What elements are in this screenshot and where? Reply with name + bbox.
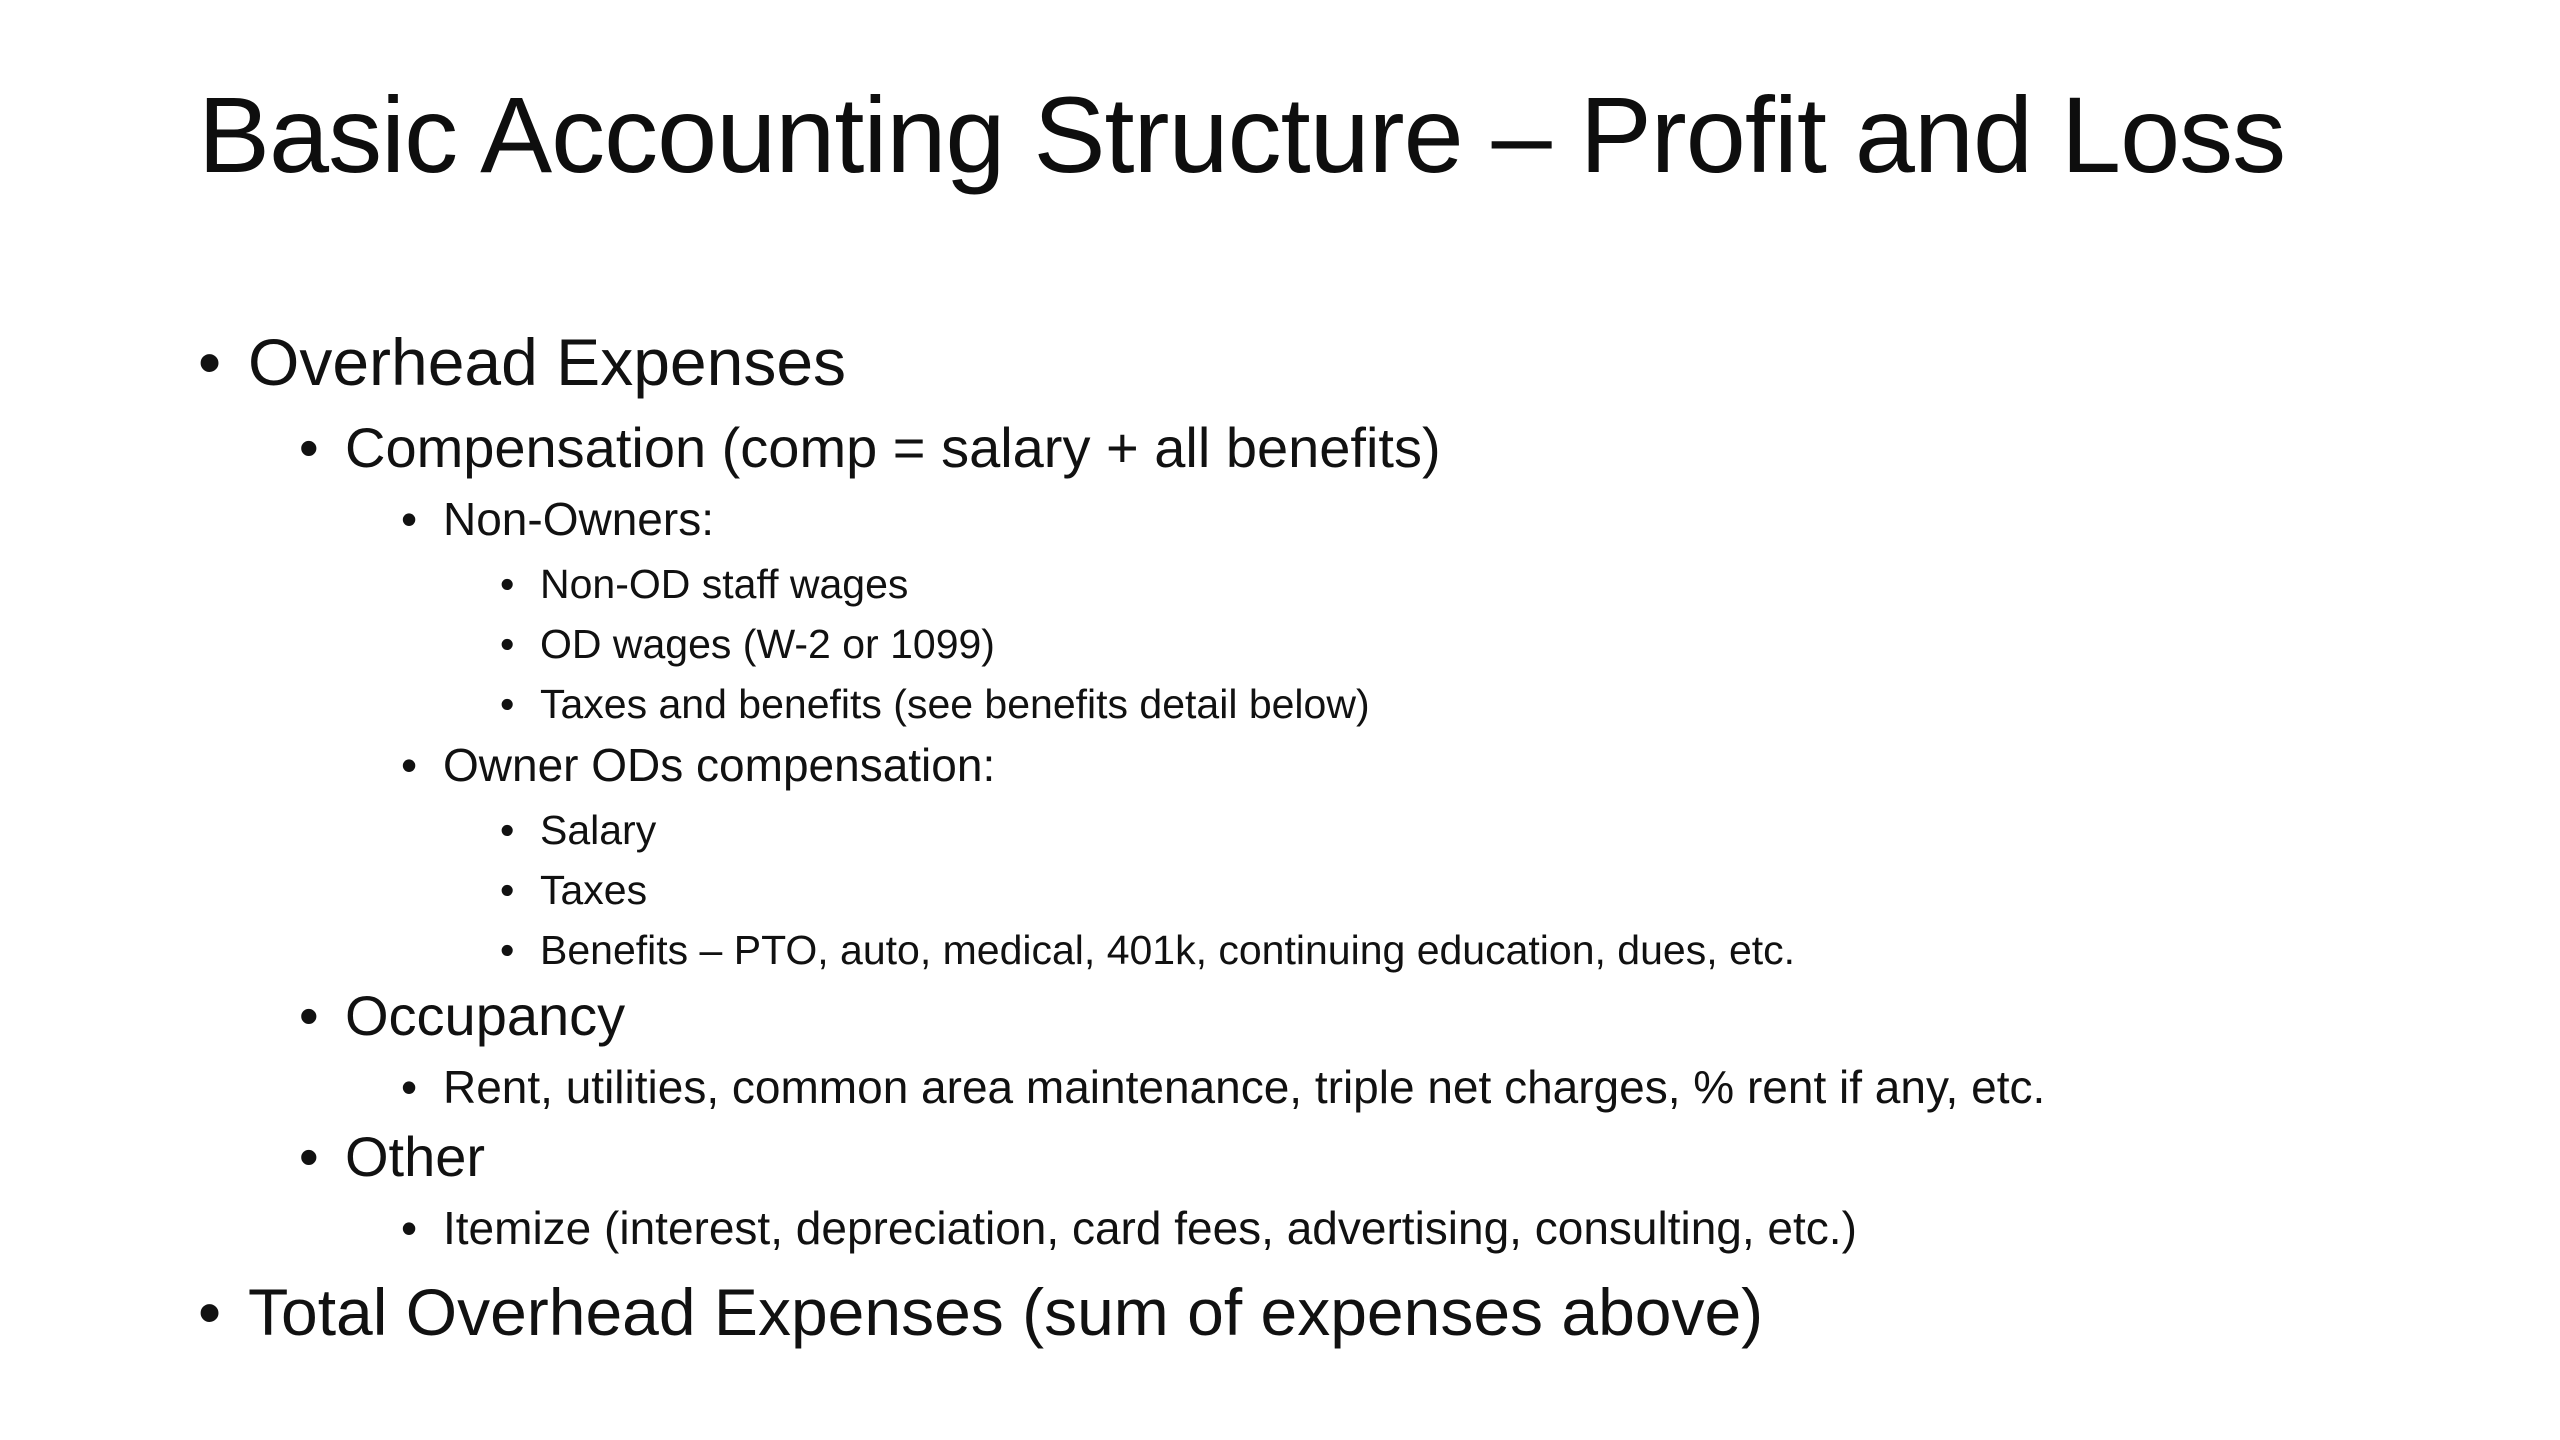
bullet-text: Owner ODs compensation:	[443, 739, 996, 791]
bullet-icon: •	[299, 1125, 319, 1188]
bullet-icon: •	[500, 561, 515, 607]
bullet-icon: •	[401, 739, 418, 791]
bullet-icon: •	[401, 1202, 418, 1254]
bullet-text: Itemize (interest, depreciation, card fees, advertising, consulting, etc.)	[443, 1202, 1857, 1254]
bullet-icon: •	[401, 1061, 418, 1113]
bullet-owner-ods-compensation	[401, 736, 996, 794]
bullet-icon: •	[500, 681, 515, 727]
slide-title: Basic Accounting Structure – Profit and Loss	[198, 74, 2286, 195]
bullet-text: Salary	[540, 807, 657, 853]
bullet-benefits	[500, 924, 1796, 976]
bullet-icon: •	[299, 416, 319, 479]
bullet-text: Taxes and benefits (see benefits detail below)	[540, 681, 1370, 727]
bullet-total-overhead-expenses	[198, 1272, 1764, 1352]
bullet-text: Non-OD staff wages	[540, 561, 909, 607]
bullet-taxes-and-benefits	[500, 678, 1370, 730]
bullet-overhead-expenses	[198, 322, 847, 402]
bullet-text: Benefits – PTO, auto, medical, 401k, continuing education, dues, etc.	[540, 927, 1796, 973]
bullet-icon: •	[500, 867, 515, 913]
bullet-text: OD wages (W-2 or 1099)	[540, 621, 995, 667]
bullet-other	[299, 1122, 486, 1192]
bullet-occupancy-detail	[401, 1058, 2046, 1116]
bullet-non-od-staff-wages	[500, 558, 909, 610]
bullet-text: Occupancy	[345, 984, 626, 1047]
bullet-taxes	[500, 864, 648, 916]
bullet-icon: •	[500, 807, 515, 853]
bullet-icon: •	[299, 984, 319, 1047]
bullet-text: Total Overhead Expenses (sum of expenses above)	[248, 1275, 1764, 1349]
bullet-text: Taxes	[540, 867, 648, 913]
bullet-icon: •	[401, 493, 418, 545]
bullet-compensation	[299, 413, 1441, 483]
bullet-icon: •	[500, 927, 515, 973]
bullet-non-owners	[401, 490, 714, 548]
bullet-icon: •	[198, 1275, 222, 1349]
bullet-icon: •	[198, 325, 222, 399]
bullet-other-detail	[401, 1199, 1857, 1257]
bullet-icon: •	[500, 621, 515, 667]
bullet-text: Rent, utilities, common area maintenance, triple net charges, % rent if any, etc.	[443, 1061, 2046, 1113]
bullet-text: Compensation (comp = salary + all benefits)	[345, 416, 1441, 479]
bullet-text: Overhead Expenses	[248, 325, 847, 399]
bullet-text: Other	[345, 1125, 486, 1188]
bullet-text: Non-Owners:	[443, 493, 714, 545]
bullet-salary	[500, 804, 657, 856]
bullet-od-wages	[500, 618, 995, 670]
bullet-occupancy	[299, 981, 626, 1051]
